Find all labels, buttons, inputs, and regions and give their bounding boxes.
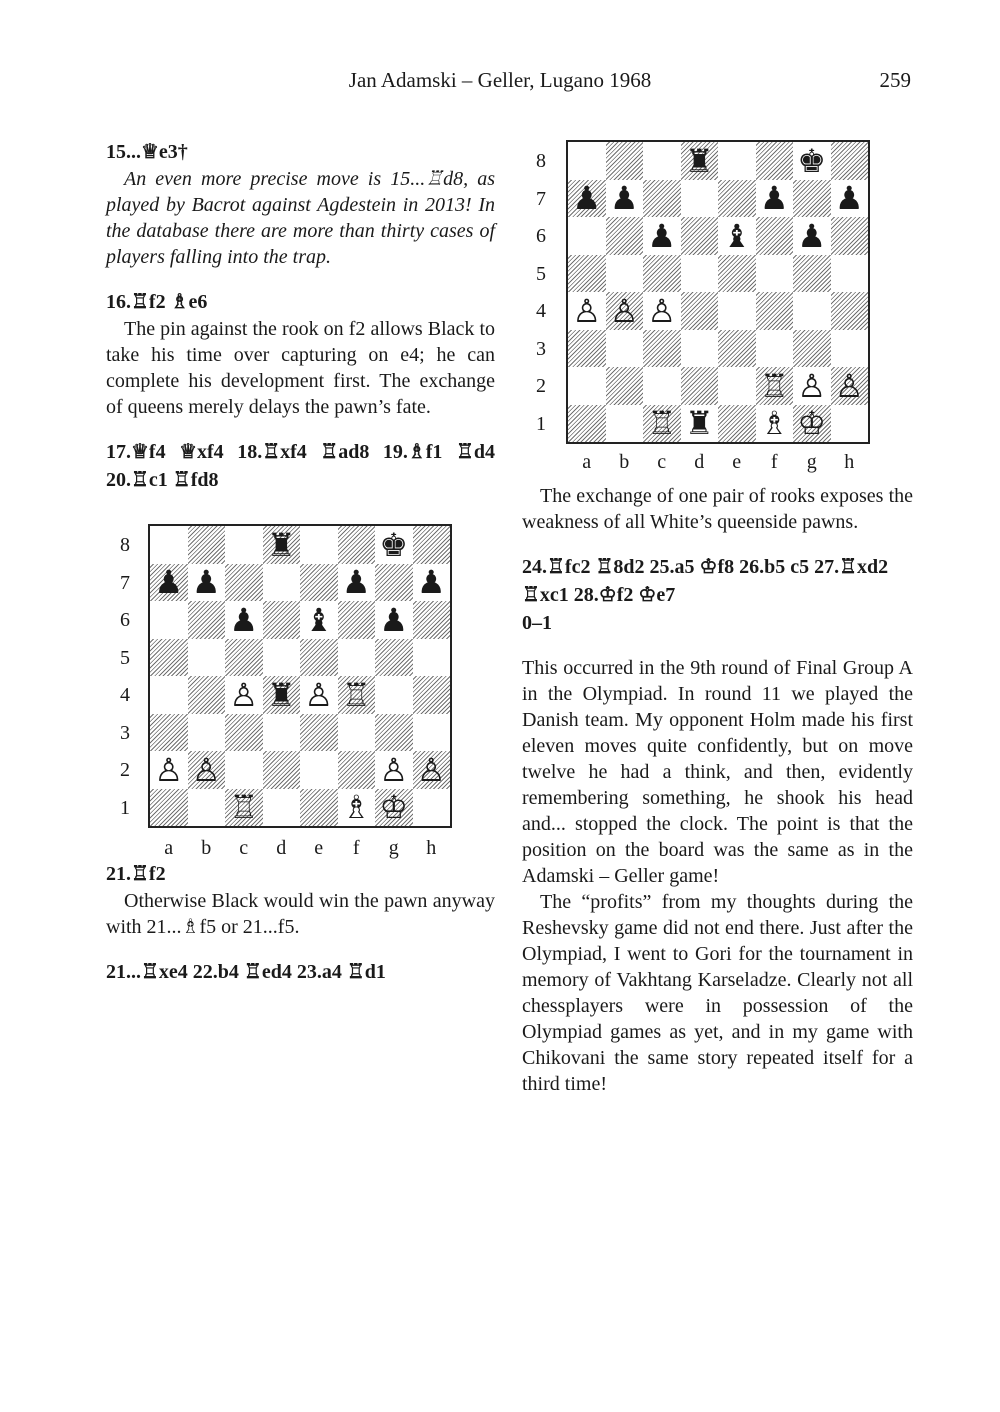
square-g8 <box>375 526 413 564</box>
file-label: g <box>806 451 817 473</box>
game-result: 0–1 <box>522 612 552 634</box>
square-b2 <box>606 367 644 405</box>
square-f2 <box>338 751 376 789</box>
square-a8 <box>150 526 188 564</box>
white-pawn-icon: ♙ <box>379 750 409 789</box>
black-pawn-icon: ♟ <box>416 563 446 602</box>
white-bishop-icon: ♗ <box>341 788 371 827</box>
square-d2 <box>263 751 301 789</box>
square-a6 <box>568 217 606 255</box>
square-d6 <box>263 601 301 639</box>
square-h6 <box>413 601 451 639</box>
square-f3 <box>338 714 376 752</box>
file-label: g <box>388 837 399 859</box>
square-c3 <box>225 714 263 752</box>
square-f3 <box>756 330 794 368</box>
black-rook-icon: ♜ <box>684 404 714 443</box>
square-b5 <box>606 255 644 293</box>
square-b5 <box>188 639 226 677</box>
file-label: b <box>619 451 630 473</box>
file-label: f <box>770 451 778 473</box>
square-b4 <box>606 292 644 330</box>
square-h7 <box>413 564 451 602</box>
square-b1 <box>188 789 226 827</box>
white-pawn-icon: ♙ <box>797 366 827 405</box>
square-h6 <box>831 217 869 255</box>
black-rook-icon: ♜ <box>266 525 296 564</box>
square-e3 <box>718 330 756 368</box>
square-a8 <box>568 142 606 180</box>
square-a7 <box>568 180 606 218</box>
white-pawn-icon: ♙ <box>416 750 446 789</box>
white-king-icon: ♔ <box>379 788 409 827</box>
square-b6 <box>606 217 644 255</box>
square-h4 <box>831 292 869 330</box>
black-pawn-icon: ♟ <box>759 179 789 218</box>
white-rook-icon: ♖ <box>759 366 789 405</box>
square-b7 <box>188 564 226 602</box>
page-header <box>0 68 1000 100</box>
square-f7 <box>756 180 794 218</box>
black-rook-icon: ♜ <box>266 675 296 714</box>
square-d7 <box>263 564 301 602</box>
square-b8 <box>606 142 644 180</box>
black-pawn-icon: ♟ <box>154 563 184 602</box>
rank-label: 1 <box>536 412 546 435</box>
square-b7 <box>606 180 644 218</box>
square-f1 <box>338 789 376 827</box>
annotation: An even more precise move is 15...♖d8, as played by Bacrot against Agdestein in 2013! In the database there are more than thirty cases of players falling into the trap. <box>106 168 495 268</box>
black-pawn-icon: ♟ <box>609 179 639 218</box>
file-label: c <box>657 451 667 473</box>
annotation: The exchange of one pair of rooks exposes the weakness of all White’s queenside pawns. <box>522 485 913 533</box>
file-label: h <box>844 451 855 473</box>
square-c4 <box>225 676 263 714</box>
square-g8 <box>793 142 831 180</box>
square-b1 <box>606 405 644 443</box>
square-g4 <box>793 292 831 330</box>
rank-label: 7 <box>536 187 546 210</box>
square-g6 <box>793 217 831 255</box>
file-label: d <box>694 451 705 473</box>
square-c5 <box>643 255 681 293</box>
white-rook-icon: ♖ <box>229 788 259 827</box>
body-paragraph: The “profits” from my thoughts during the Reshevsky game did not end there. Just after the Olympiad, I went to Gori for the tournament in memory of Vakhtang Karseladze. Clearly not all chessplayers were in possession of the Olympiad games as yet, and in my game with Chikovani the same story repeated itself for a third time! <box>522 891 913 1095</box>
square-f1 <box>756 405 794 443</box>
square-d5 <box>263 639 301 677</box>
square-e2 <box>718 367 756 405</box>
square-f5 <box>756 255 794 293</box>
square-h3 <box>831 330 869 368</box>
annotation: The pin against the rook on f2 allows Black to take his time over capturing on e4; he can complete his development first. The exchange of queens merely delays the pawn’s fate. <box>106 318 495 418</box>
rank-label: 8 <box>536 150 546 172</box>
square-f2 <box>756 367 794 405</box>
square-f6 <box>756 217 794 255</box>
file-label: b <box>201 837 212 859</box>
left-column <box>106 138 495 986</box>
move-text: 16.♖f2 ♗e6 <box>106 291 208 313</box>
square-c4 <box>643 292 681 330</box>
square-c3 <box>643 330 681 368</box>
square-g3 <box>375 714 413 752</box>
square-c2 <box>225 751 263 789</box>
square-h8 <box>413 526 451 564</box>
white-pawn-icon: ♙ <box>154 750 184 789</box>
square-e8 <box>718 142 756 180</box>
square-d6 <box>681 217 719 255</box>
square-f5 <box>338 639 376 677</box>
square-a2 <box>150 751 188 789</box>
white-pawn-icon: ♙ <box>304 675 334 714</box>
page-number: 259 <box>879 68 911 92</box>
square-h5 <box>413 639 451 677</box>
white-pawn-icon: ♙ <box>609 291 639 330</box>
square-d5 <box>681 255 719 293</box>
square-g4 <box>375 676 413 714</box>
chessboard <box>566 140 870 444</box>
body-paragraph: This occurred in the 9th round of Final Group A in the Olympiad. In round 11 we played the Danish team. My opponent Holm made his first eleven moves quite confidently, but on move twelve he had a think, and then, evidently remembering something, he shook his head and... stopped the clock. The point is that the position on the board was the same as in the Adamski – Geller game! <box>522 657 913 887</box>
rank-label: 6 <box>536 225 546 247</box>
square-a4 <box>568 292 606 330</box>
rank-label: 6 <box>120 609 130 631</box>
square-c1 <box>643 405 681 443</box>
white-pawn-icon: ♙ <box>191 750 221 789</box>
square-c7 <box>643 180 681 218</box>
square-a5 <box>150 639 188 677</box>
square-g3 <box>793 330 831 368</box>
rank-label: 4 <box>536 300 546 322</box>
move-text: 17.♕f4 ♕xf4 18.♖xf4 ♖ad8 19.♗f1 ♖d4 20.♖c1 ♖fd8 <box>106 441 495 491</box>
chess-diagram-1 <box>106 512 495 860</box>
square-h3 <box>413 714 451 752</box>
black-pawn-icon: ♟ <box>341 563 371 602</box>
square-g2 <box>793 367 831 405</box>
square-h7 <box>831 180 869 218</box>
square-h2 <box>831 367 869 405</box>
file-label: e <box>732 451 742 473</box>
square-d3 <box>263 714 301 752</box>
square-g5 <box>375 639 413 677</box>
file-label: e <box>314 837 324 859</box>
square-d4 <box>263 676 301 714</box>
move-text: 21...♖xe4 22.b4 ♖ed4 23.a4 ♖d1 <box>106 961 386 983</box>
black-pawn-icon: ♟ <box>572 179 602 218</box>
square-d2 <box>681 367 719 405</box>
square-e1 <box>718 405 756 443</box>
file-label: h <box>426 837 437 859</box>
square-f8 <box>338 526 376 564</box>
square-a2 <box>568 367 606 405</box>
square-e6 <box>718 217 756 255</box>
square-a5 <box>568 255 606 293</box>
square-a6 <box>150 601 188 639</box>
square-e6 <box>300 601 338 639</box>
square-c8 <box>225 526 263 564</box>
square-g6 <box>375 601 413 639</box>
black-pawn-icon: ♟ <box>797 216 827 255</box>
square-d1 <box>681 405 719 443</box>
square-e5 <box>718 255 756 293</box>
file-label: c <box>239 837 249 859</box>
black-pawn-icon: ♟ <box>834 179 864 218</box>
black-pawn-icon: ♟ <box>229 600 259 639</box>
square-a1 <box>568 405 606 443</box>
black-bishop-icon: ♝ <box>722 216 752 255</box>
square-a7 <box>150 564 188 602</box>
move-text: 15...♕e3† <box>106 141 188 163</box>
square-c5 <box>225 639 263 677</box>
square-b4 <box>188 676 226 714</box>
right-column <box>522 138 913 1097</box>
rank-label: 8 <box>120 534 130 556</box>
rank-label: 3 <box>536 337 546 360</box>
square-d3 <box>681 330 719 368</box>
file-label: a <box>582 451 592 473</box>
black-pawn-icon: ♟ <box>647 216 677 255</box>
square-d8 <box>681 142 719 180</box>
square-c6 <box>643 217 681 255</box>
square-d1 <box>263 789 301 827</box>
square-b3 <box>606 330 644 368</box>
square-g2 <box>375 751 413 789</box>
square-e8 <box>300 526 338 564</box>
square-a4 <box>150 676 188 714</box>
file-label: f <box>352 837 360 859</box>
square-f8 <box>756 142 794 180</box>
square-e3 <box>300 714 338 752</box>
black-pawn-icon: ♟ <box>191 563 221 602</box>
square-d8 <box>263 526 301 564</box>
square-g1 <box>375 789 413 827</box>
square-e1 <box>300 789 338 827</box>
file-labels <box>150 837 450 860</box>
chessboard <box>148 524 452 828</box>
rank-label: 3 <box>120 721 130 744</box>
square-b2 <box>188 751 226 789</box>
square-b3 <box>188 714 226 752</box>
square-a3 <box>150 714 188 752</box>
square-e2 <box>300 751 338 789</box>
white-rook-icon: ♖ <box>647 404 677 443</box>
black-pawn-icon: ♟ <box>379 600 409 639</box>
white-king-icon: ♔ <box>797 404 827 443</box>
rank-label: 1 <box>120 796 130 819</box>
square-f6 <box>338 601 376 639</box>
black-king-icon: ♚ <box>797 141 827 180</box>
rank-label: 2 <box>536 375 546 397</box>
running-title: Jan Adamski – Geller, Lugano 1968 <box>348 68 652 92</box>
square-c6 <box>225 601 263 639</box>
square-g7 <box>793 180 831 218</box>
square-a3 <box>568 330 606 368</box>
square-d7 <box>681 180 719 218</box>
square-h4 <box>413 676 451 714</box>
square-b6 <box>188 601 226 639</box>
square-g5 <box>793 255 831 293</box>
white-bishop-icon: ♗ <box>759 404 789 443</box>
square-c8 <box>643 142 681 180</box>
rank-label: 4 <box>120 684 130 706</box>
white-pawn-icon: ♙ <box>572 291 602 330</box>
square-e4 <box>718 292 756 330</box>
move-text: 21.♖f2 <box>106 863 166 885</box>
move-text: 24.♖fc2 ♖8d2 25.a5 ♔f8 26.b5 c5 27.♖xd2 ♖xc1 28.♔f2 ♔e7 <box>522 556 889 606</box>
square-g7 <box>375 564 413 602</box>
square-b8 <box>188 526 226 564</box>
file-labels <box>568 451 868 474</box>
square-h1 <box>413 789 451 827</box>
square-c1 <box>225 789 263 827</box>
file-label: a <box>164 837 174 859</box>
square-c7 <box>225 564 263 602</box>
square-e5 <box>300 639 338 677</box>
white-rook-icon: ♖ <box>341 675 371 714</box>
square-h8 <box>831 142 869 180</box>
white-pawn-icon: ♙ <box>647 291 677 330</box>
square-a1 <box>150 789 188 827</box>
square-e7 <box>300 564 338 602</box>
white-pawn-icon: ♙ <box>229 675 259 714</box>
square-c2 <box>643 367 681 405</box>
file-label: d <box>276 837 287 859</box>
square-f4 <box>338 676 376 714</box>
annotation: Otherwise Black would win the pawn anyway with 21...♗f5 or 21...f5. <box>106 890 495 938</box>
rank-label: 5 <box>120 646 130 669</box>
square-e7 <box>718 180 756 218</box>
white-pawn-icon: ♙ <box>834 366 864 405</box>
black-king-icon: ♚ <box>379 525 409 564</box>
black-bishop-icon: ♝ <box>304 600 334 639</box>
square-f4 <box>756 292 794 330</box>
square-f7 <box>338 564 376 602</box>
black-rook-icon: ♜ <box>684 141 714 180</box>
chess-diagram-2 <box>522 138 913 483</box>
square-d4 <box>681 292 719 330</box>
square-h5 <box>831 255 869 293</box>
rank-label: 5 <box>536 262 546 285</box>
rank-label: 7 <box>120 571 130 594</box>
square-e4 <box>300 676 338 714</box>
rank-label: 2 <box>120 759 130 781</box>
square-h2 <box>413 751 451 789</box>
square-g1 <box>793 405 831 443</box>
square-h1 <box>831 405 869 443</box>
